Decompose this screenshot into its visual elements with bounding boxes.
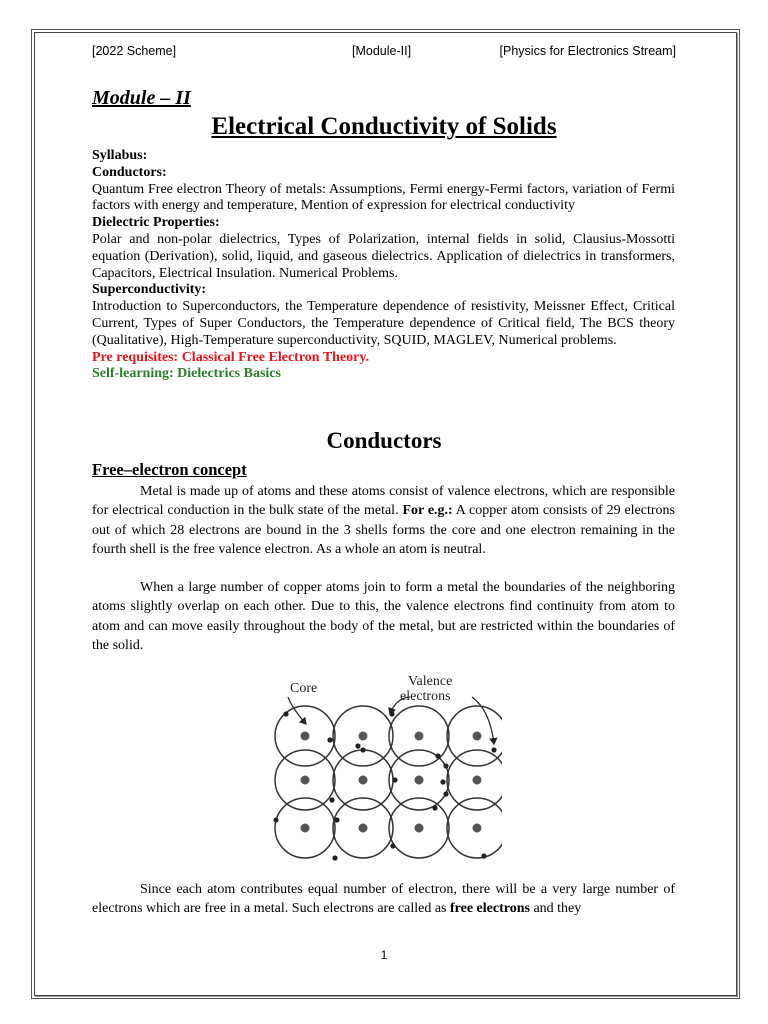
valence-label-2: electrons bbox=[400, 689, 451, 704]
atom-core bbox=[301, 824, 310, 833]
atom-core bbox=[415, 732, 424, 741]
paragraph-1-bold: For e.g.: bbox=[402, 503, 453, 519]
paragraph-1 bbox=[92, 482, 675, 559]
atom-core bbox=[301, 732, 310, 741]
atom-core bbox=[359, 824, 368, 833]
paragraph-3-before: Since each atom contributes equal number of electron, there will be a very large number of electrons which are free in a metal. Such electrons are called as bbox=[92, 882, 675, 917]
paragraph-3-bold: free electrons bbox=[450, 901, 530, 917]
subsection-heading: Free–electron concept bbox=[92, 460, 247, 479]
valence-electron bbox=[481, 853, 486, 858]
valence-electron bbox=[392, 777, 397, 782]
superconductivity-text: Introduction to Superconductors, the Temperature dependence of resistivity, Meissner Effect, Critical Current, Types of Super Conductors, the Temperature dependence of Critical field, The BCS theory (Qualitative), High-Temperature superconductivity, SQUID, MAGLEV, Numerical problems. bbox=[92, 299, 675, 348]
conductors-label: Conductors: bbox=[92, 164, 167, 180]
paragraph-3 bbox=[92, 880, 675, 919]
syllabus-block bbox=[92, 148, 675, 383]
atom-core bbox=[359, 776, 368, 785]
valence-electron bbox=[327, 737, 332, 742]
valence-electron bbox=[389, 711, 394, 716]
valence-label-1: Valence bbox=[408, 674, 453, 689]
dielectric-label: Dielectric Properties: bbox=[92, 215, 220, 231]
valence-electron bbox=[443, 791, 448, 796]
valence-electron bbox=[360, 747, 365, 752]
atom-core bbox=[415, 776, 424, 785]
page-header bbox=[92, 44, 676, 60]
valence-electron bbox=[355, 743, 360, 748]
header-module: [Module-II] bbox=[352, 44, 412, 58]
prerequisites-line: Pre requisites: Classical Free Electron Theory. bbox=[92, 349, 370, 365]
valence-electron bbox=[432, 805, 437, 810]
paragraph-1-after: A copper atom consists of 29 electrons out of which 28 electrons are bound in the 3 shells forms the core and one electron remaining in the fourth shell is the free valence electron. As a whole an atom is neutral. bbox=[92, 503, 675, 557]
page-title: Electrical Conductivity of Solids bbox=[211, 113, 557, 140]
valence-electron bbox=[443, 763, 448, 768]
paragraph-2: When a large number of copper atoms join to form a metal the boundaries of the neighboring atoms slightly overlap on each other. Due to this, the valence electrons find continuity from atom to atom and can move easily throughout the body of the metal, but are restricted within the boundaries of the solid. bbox=[92, 580, 675, 653]
atom-core bbox=[301, 776, 310, 785]
valence-electron bbox=[273, 817, 278, 822]
syllabus-label: Syllabus: bbox=[92, 148, 148, 163]
header-stream: [Physics for Electronics Stream] bbox=[499, 44, 676, 58]
module-heading: Module – II bbox=[92, 87, 191, 109]
header-scheme: [2022 Scheme] bbox=[92, 44, 177, 58]
section-heading: Conductors bbox=[326, 428, 442, 453]
dielectric-text: Polar and non-polar dielectrics, Types of Polarization, internal fields in solid, Clausius-Mossotti equation (Derivation), solid, liquid, and gaseous dielectrics. Application of dielectrics in transformers, Capacitors, Electrical Insulation. Numerical Problems. bbox=[92, 231, 675, 281]
conductors-text: Quantum Free electron Theory of metals: Assumptions, Fermi energy-Fermi factors, variation of Fermi factors with energy and temperature, Mention of expression for electrical conductivity bbox=[92, 181, 675, 214]
valence-electron bbox=[435, 753, 440, 758]
atom-lattice bbox=[273, 706, 502, 861]
page-number: 1 bbox=[380, 948, 388, 962]
valence-electron bbox=[491, 747, 496, 752]
paragraph-1-before: Metal is made up of atoms and these atoms consist of valence electrons, which are responsible for electrical conduction in the bulk state of the metal. bbox=[92, 484, 675, 519]
valence-electron bbox=[390, 843, 395, 848]
core-label: Core bbox=[290, 681, 318, 696]
atom-core bbox=[415, 824, 424, 833]
core-arrow bbox=[288, 697, 306, 724]
free-electron-diagram bbox=[268, 670, 502, 866]
atom-core bbox=[473, 776, 482, 785]
atom-core bbox=[473, 732, 482, 741]
atom-core bbox=[473, 824, 482, 833]
superconductivity-label: Superconductivity: bbox=[92, 282, 207, 298]
valence-electron bbox=[329, 797, 334, 802]
self-learning-line: Self-learning: Dielectrics Basics bbox=[92, 366, 281, 382]
valence-electron bbox=[440, 779, 445, 784]
valence-electron bbox=[334, 817, 339, 822]
atom-core bbox=[359, 732, 368, 741]
valence-electron bbox=[332, 855, 337, 860]
valence-electron bbox=[283, 711, 288, 716]
paragraph-3-after: and they bbox=[529, 901, 582, 917]
